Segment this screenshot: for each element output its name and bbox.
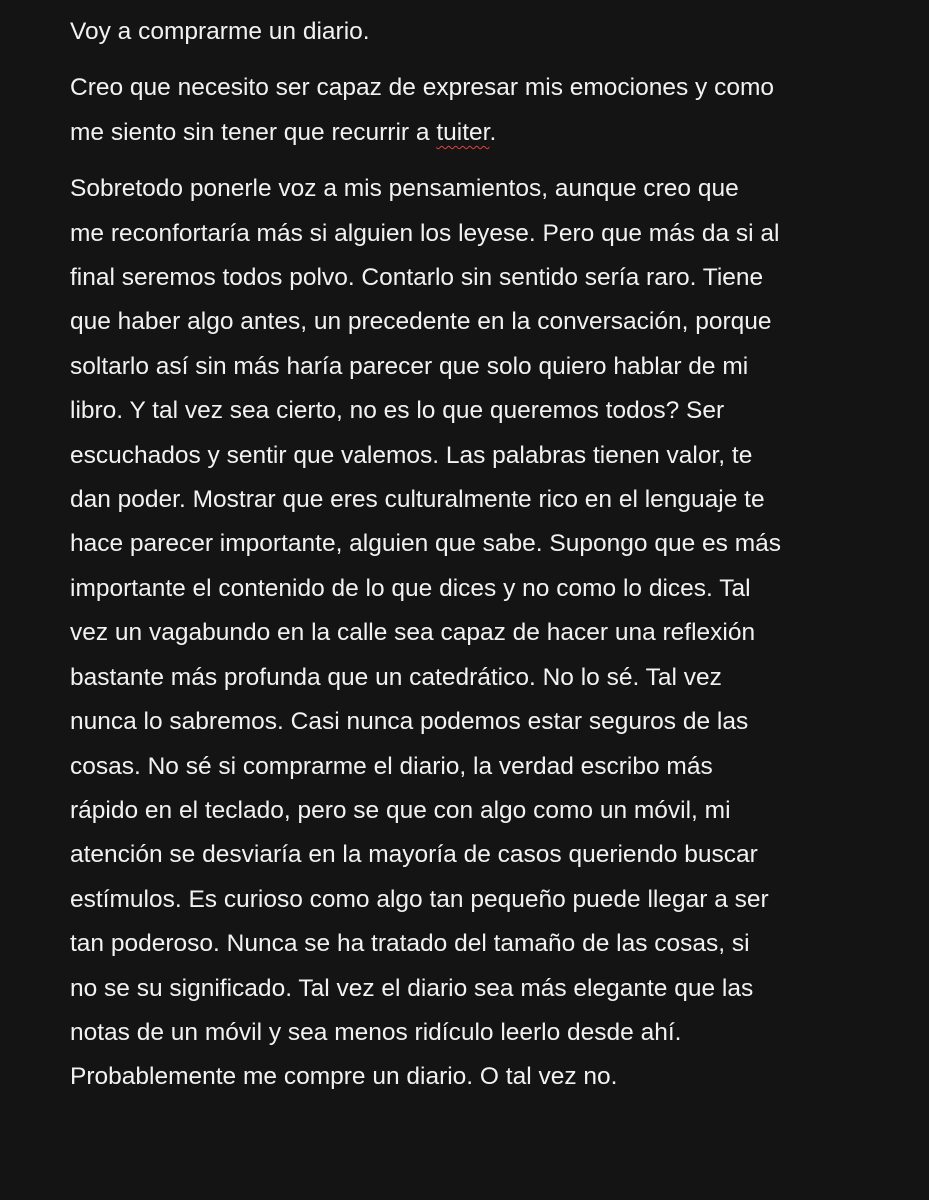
text-line <box>70 111 870 155</box>
text-line: vez un vagabundo en la calle sea capaz de hacer una reflexión <box>70 619 756 647</box>
paragraph-1 <box>70 10 870 54</box>
text-line: que haber algo antes, un precedente en la conversación, porque <box>70 308 772 336</box>
text-line: Creo que necesito ser capaz de expresar mis emociones y como <box>70 74 775 102</box>
text-line: libro. Y tal vez sea cierto, no es lo que queremos todos? Ser <box>70 397 725 425</box>
text-line: estímulos. Es curioso como algo tan pequeño puede llegar a ser <box>70 885 769 913</box>
text-line: final seremos todos polvo. Contarlo sin sentido sería raro. Tiene <box>70 264 764 292</box>
text-line: nunca lo sabremos. Casi nunca podemos estar seguros de las <box>70 708 749 736</box>
text-line: notas de un móvil y sea menos ridículo leerlo desde ahí. <box>70 1018 682 1046</box>
text-line: no se su significado. Tal vez el diario sea más elegante que las <box>70 974 754 1002</box>
text-line: rápido en el teclado, pero se que con algo como un móvil, mi <box>70 796 731 824</box>
text-line: bastante más profunda que un catedrático. No lo sé. Tal vez <box>70 663 722 691</box>
paragraph-2 <box>70 66 870 155</box>
text-line: Probablemente me compre un diario. O tal vez no. <box>70 1063 618 1091</box>
text-line: atención se desviaría en la mayoría de casos queriendo buscar <box>70 841 758 869</box>
paragraph-3 <box>70 167 870 1100</box>
text-line: Sobretodo ponerle voz a mis pensamientos, aunque creo que <box>70 175 739 203</box>
text-line: importante el contenido de lo que dices y no como lo dices. Tal <box>70 574 751 602</box>
text-line: dan poder. Mostrar que eres culturalmente rico en el lenguaje te <box>70 486 765 514</box>
text-line: me reconfortaría más si alguien los leyese. Pero que más da si al <box>70 219 780 247</box>
document-body[interactable] <box>70 10 870 1112</box>
text-line: Voy a comprarme un diario. <box>70 18 370 45</box>
text-line: hace parecer importante, alguien que sabe. Supongo que es más <box>70 530 781 558</box>
text-line: tan poderoso. Nunca se ha tratado del tamaño de las cosas, si <box>70 930 750 958</box>
text-line: cosas. No sé si comprarme el diario, la verdad escribo más <box>70 752 713 780</box>
spellcheck-flagged-word[interactable]: tuiter <box>436 118 490 146</box>
text-line: escuchados y sentir que valemos. Las palabras tienen valor, te <box>70 441 753 469</box>
text-fragment: me siento sin tener que recurrir a <box>70 118 437 146</box>
text-line: soltarlo así sin más haría parecer que solo quiero hablar de mi <box>70 352 749 380</box>
text-fragment: . <box>489 118 497 146</box>
